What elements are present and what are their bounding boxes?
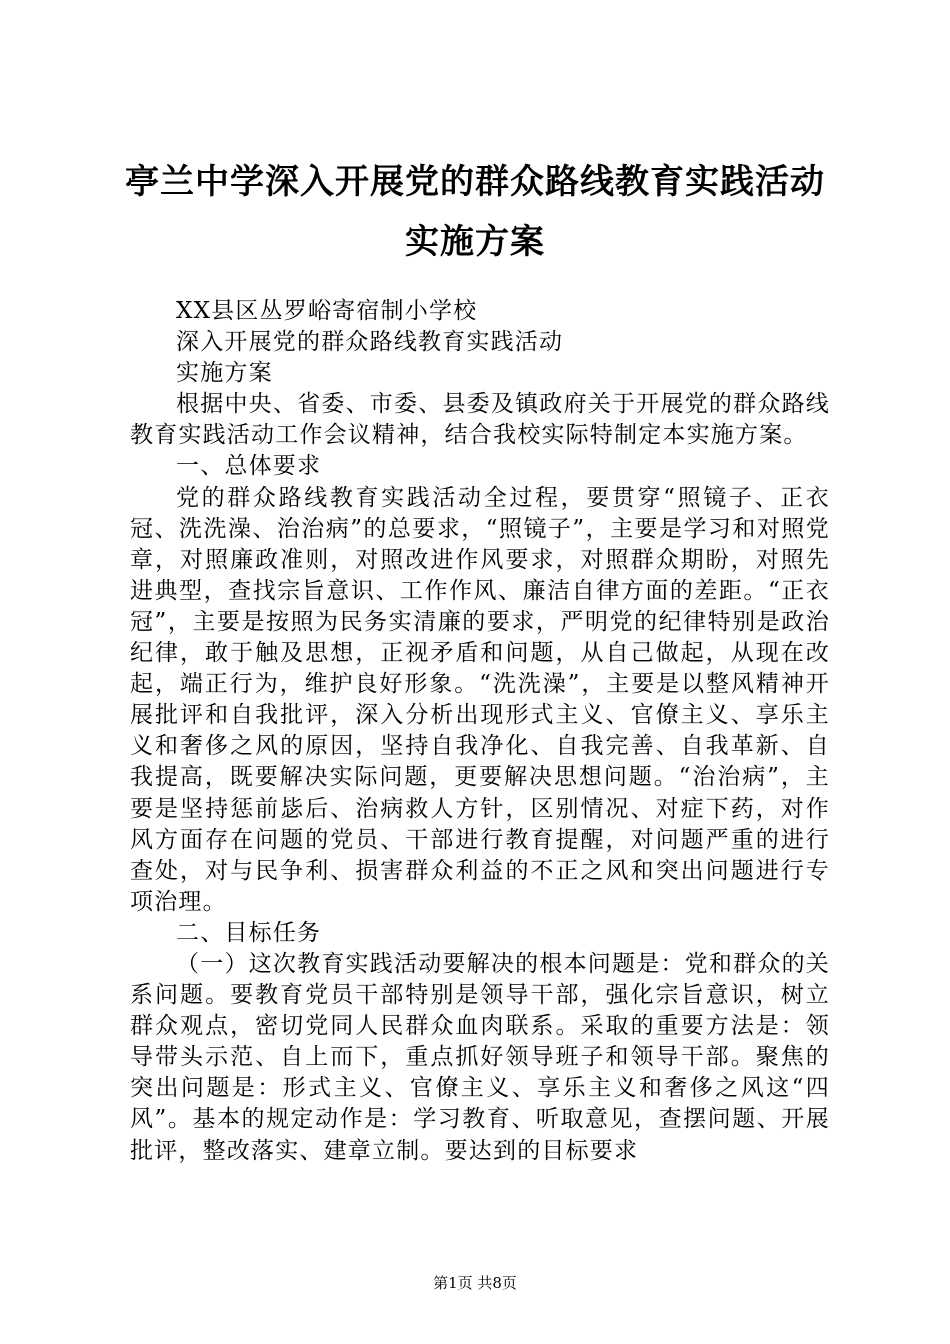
intro-paragraph: 根据中央、省委、市委、县委及镇政府关于开展党的群众路线教育实践活动工作会议精神，结合我校实际特制定本实施方案。: [130, 391, 830, 449]
school-name-line: XX县区丛罗峪寄宿制小学校: [176, 298, 478, 324]
page-footer: 第1页 共8页: [433, 1274, 517, 1292]
section-heading-overall-requirements: 一、总体要求: [176, 453, 322, 480]
plan-label-line: 实施方案: [176, 360, 273, 387]
document-body: [130, 296, 830, 1167]
document-title-line-1: 亭兰中学深入开展党的群众路线教育实践活动: [125, 162, 825, 202]
goals-tasks-paragraph: （一）这次教育实践活动要解决的根本问题是：党和群众的关系问题。要教育党员干部特别是领导干部，强化宗旨意识，树立群众观点，密切党同人民群众血肉联系。采取的重要方法是：领导带头示范、自上而下，重点抓好领导班子和领导干部。聚焦的突出问题是：形式主义、官僚主义、享乐主义和奢侈之风这“四风”。基本的规定动作是：学习教育、听取意见，查摆问题、开展批评，整改落实、建章立制。要达到的目标要求: [130, 950, 830, 1164]
document-title-line-2: 实施方案: [405, 222, 545, 262]
activity-name-line: 深入开展党的群众路线教育实践活动: [176, 329, 564, 356]
overall-requirements-paragraph: 党的群众路线教育实践活动全过程，要贯穿“照镜子、正衣冠、洗洗澡、治治病”的总要求，“照镜子”，主要是学习和对照党章，对照廉政准则，对照改进作风要求，对照群众期盼，对照先进典型，查找宗旨意识、工作作风、廉洁自律方面的差距。“正衣冠”，主要是按照为民务实清廉的要求，严明党的纪律特别是政治纪律，敢于触及思想，正视矛盾和问题，从自己做起，从现在改起，端正行为，维护良好形象。“洗洗澡”，主要是以整风精神开展批评和自我批评，深入分析出现形式主义、官僚主义、享乐主义和奢侈之风的原因，坚持自我净化、自我完善、自我革新、自我提高，既要解决实际问题，更要解决思想问题。“治治病”，主要是坚持惩前毖后、治病救人方针，区别情况、对症下药，对作风方面存在问题的党员、干部进行教育提醒，对问题严重的进行查处，对与民争利、损害群众利益的不正之风和突出问题进行专项治理。: [130, 484, 830, 915]
section-heading-goals-tasks: 二、目标任务: [176, 919, 322, 946]
